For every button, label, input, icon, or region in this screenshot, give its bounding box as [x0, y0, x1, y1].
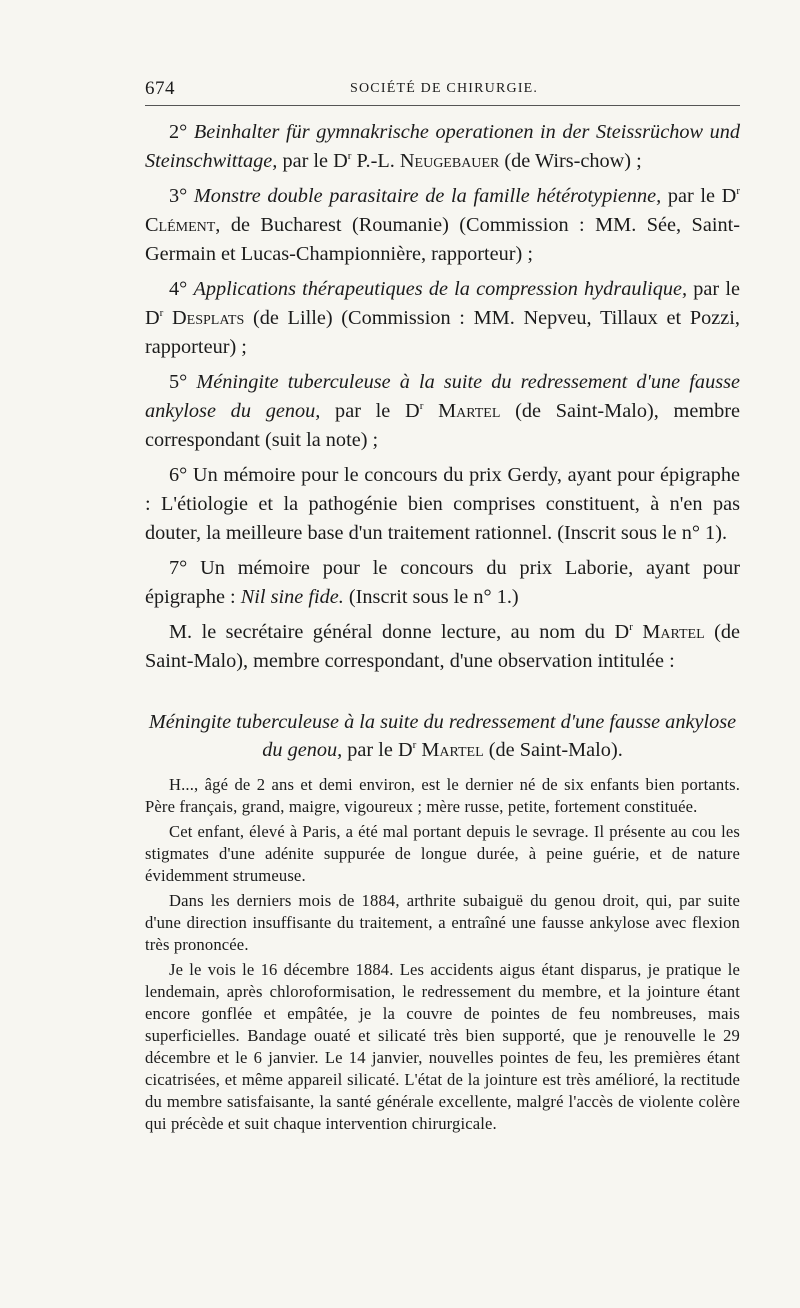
item-author: Martel: [423, 400, 501, 422]
observation-body: [145, 774, 740, 1138]
item-sup: r: [736, 185, 740, 198]
item-text: par le D: [277, 150, 348, 172]
item-number: 3°: [169, 185, 188, 207]
item-text: (de Lille) (Commission : MM. Nepveu, Tillaux et Pozzi, rapporteur) ;: [145, 307, 740, 358]
announcement-author: Martel: [632, 621, 705, 643]
observation-heading-sup: r: [412, 739, 417, 752]
item-author: P.-L. Neugebauer: [351, 150, 500, 172]
item-text: 7° Un mémoire pour le concours du prix Laborie, ayant pour épigraphe :: [145, 557, 740, 608]
list-item: [145, 182, 740, 269]
item-title: Monstre double parasitaire de la famille hétérotypienne,: [193, 185, 662, 207]
item-text: , de Bucharest (Roumanie) (Commission : MM. Sée, Saint-Germain et Lucas-Championnière, rapporteur) ;: [145, 214, 740, 265]
item-author: Clément: [145, 214, 216, 236]
announcement-text: M. le secrétaire général donne lecture, au nom du D: [169, 621, 630, 643]
list-item: [145, 118, 740, 176]
item-text: par le D: [145, 278, 740, 329]
observation-paragraph: H..., âgé de 2 ans et demi environ, est le dernier né de six enfants bien portants. Père français, grand, maigre, vigoureux ; mère russe, petite, fortement constituée.: [145, 775, 740, 816]
observation-author: Martel: [416, 739, 484, 761]
item-number: 2°: [169, 121, 188, 143]
observation-heading-text: par le D: [342, 739, 413, 761]
announcement-paragraph: [145, 618, 740, 676]
list-item: [145, 554, 740, 612]
announcement-text: (de Saint-Malo), membre correspondant, d'une observation intitulée :: [145, 621, 740, 672]
page-number: 674: [145, 78, 175, 99]
item-number: 4°: [169, 278, 188, 300]
list-item: [145, 275, 740, 362]
list-item: [145, 368, 740, 455]
item-text: par le D: [661, 185, 737, 207]
main-text: [145, 118, 740, 682]
announcement-sup: r: [629, 621, 633, 634]
observation-title: Méningite tuberculeuse à la suite du redressement d'une fausse ankylose du genou,: [148, 711, 737, 761]
observation-heading-text: (de Saint-Malo).: [483, 739, 623, 761]
item-text: (de Saint-Malo), membre correspondant (suit la note) ;: [145, 400, 740, 451]
observation-paragraph: Je le vois le 16 décembre 1884. Les accidents aigus étant disparus, je pratique le lendemain, après chloroformisation, le redressement du membre, et la jointure étant encore gonflée et empâtée, je la couvre de pointes de feu nombreuses, mais superficielles. Bandage ouaté et silicaté très bien supporté, que je renouvelle le 29 décembre et le 6 janvier. Le 14 janvier, nouvelles pointes de feu, les premières étant cicatrisées, et même appareil silicaté. L'état de la jointure est très amélioré, la rectitude du membre satisfaisante, la santé générale excellente, malgré l'accès de violente colère qui précède et suit chaque intervention chirurgicale.: [145, 960, 740, 1133]
item-epigraph: Nil sine fide.: [240, 586, 344, 608]
item-text: (Inscrit sous le n° 1.): [343, 586, 519, 608]
item-sup: r: [159, 307, 164, 320]
observation-paragraph: Cet enfant, élevé à Paris, a été mal portant depuis le sevrage. Il présente au cou les stigmates d'une adénite suppurée de longue durée, à peine guérie, et de nature évidemment strumeuse.: [145, 822, 740, 885]
list-item: 6° Un mémoire pour le concours du prix Gerdy, ayant pour épigraphe : L'étiologie et la pathogénie bien comprises constituent, à n'en pas douter, la meilleure base d'un traitement rationnel. (Inscrit sous le n° 1).: [145, 464, 740, 544]
observation-heading: [145, 708, 740, 764]
item-text: par le D: [320, 400, 420, 422]
item-title: Beinhalter für gymnakrische operationen in der Steissrüchow und Steinschwittage,: [145, 121, 740, 172]
item-sup: r: [419, 400, 424, 413]
item-text: (de Wirs-chow) ;: [499, 150, 642, 172]
running-head: [145, 78, 740, 100]
item-title: Applications thérapeutiques de la compression hydraulique,: [193, 278, 688, 300]
item-title: Méningite tuberculeuse à la suite du redressement d'une fausse ankylose du genou,: [145, 371, 740, 422]
observation-paragraph: Dans les derniers mois de 1884, arthrite subaiguë du genou droit, qui, par suite d'une direction insuffisante du traitement, a entraîné une fausse ankylose avec flexion très prononcée.: [145, 891, 740, 954]
header-rule: [145, 105, 740, 106]
item-number: 5°: [169, 371, 188, 393]
journal-title: SOCIÉTÉ DE CHIRURGIE.: [350, 81, 539, 96]
item-sup: r: [347, 150, 352, 163]
item-author: Desplats: [163, 307, 245, 329]
